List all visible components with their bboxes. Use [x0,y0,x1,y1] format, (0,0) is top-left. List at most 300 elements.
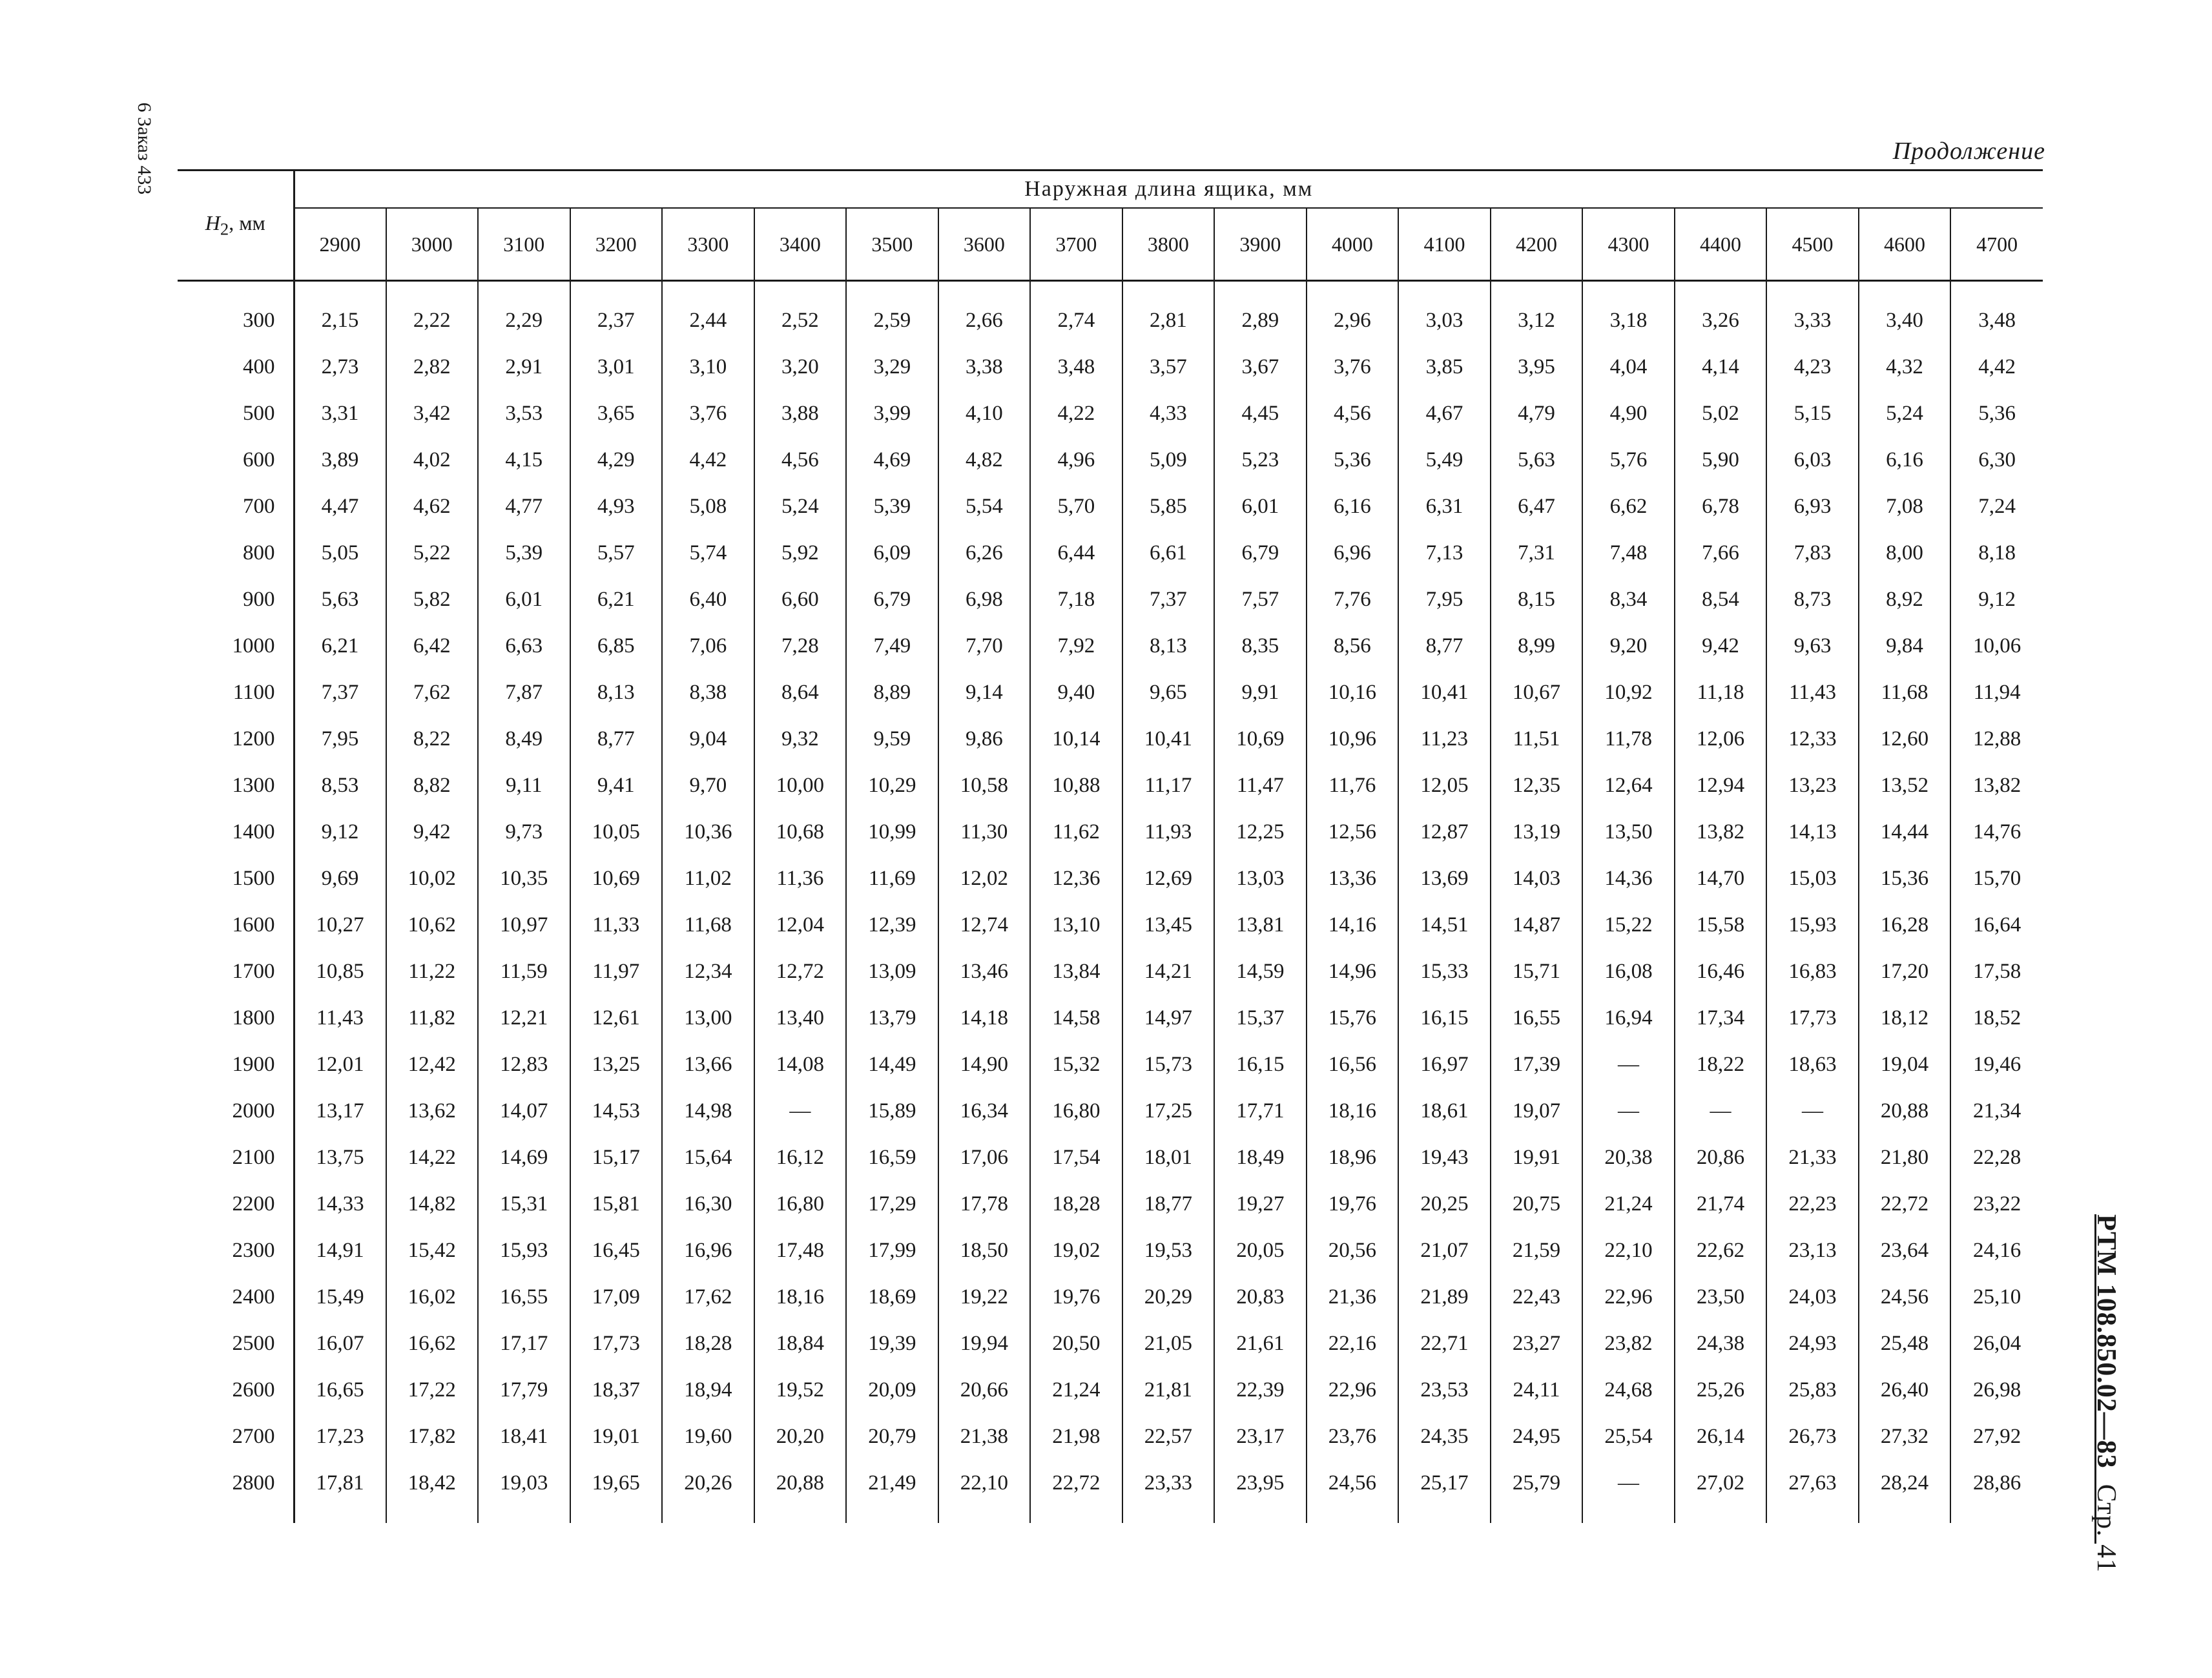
h2-value: 2200 [232,1192,275,1216]
table-cell: 21,81 [1122,1367,1215,1413]
table-cell: 13,66 [662,1041,754,1088]
table-cell: 13,45 [1122,902,1215,948]
table-cell: 18,22 [1675,1041,1767,1088]
table-cell: 14,22 [386,1134,479,1181]
table-cell: 6,16 [1859,437,1951,483]
table-cell: 17,06 [938,1134,1031,1181]
table-cell: 12,39 [846,902,938,948]
table-cell: 9,69 [294,855,386,902]
table-cell: 23,53 [1398,1367,1491,1413]
table-cell: 5,70 [1030,483,1122,530]
table-row [178,1088,2043,1134]
table-cell: 12,34 [662,948,754,995]
table-cell: 4,10 [938,390,1031,437]
h2-value: 2500 [232,1331,275,1355]
table-cell: 7,28 [754,623,847,669]
table-row [178,530,2043,576]
table-cell: 4,69 [846,437,938,483]
length-column-header-row [178,208,2043,281]
table-cell: 15,03 [1766,855,1859,902]
table-cell: — [1582,1041,1675,1088]
table-cell: 16,64 [1950,902,2043,948]
header-rule-cell [1766,281,1859,298]
table-cell: 17,25 [1122,1088,1215,1134]
table-cell: 6,63 [478,623,570,669]
table-cell: 6,31 [1398,483,1491,530]
table-cell: 3,42 [386,390,479,437]
table-cell: 5,90 [1675,437,1767,483]
table-cell: 19,07 [1491,1088,1583,1134]
table-cell: 8,56 [1307,623,1399,669]
table-cell: 11,68 [1859,669,1951,716]
table-cell: 20,20 [754,1413,847,1460]
table-cell: 2,91 [478,344,570,390]
table-cell: 6,79 [1214,530,1307,576]
table-cell: 22,72 [1859,1181,1951,1227]
table-cell: 5,85 [1122,483,1215,530]
table-cell: 23,22 [1950,1181,2043,1227]
length-column-header: 3900 [1214,208,1307,281]
table-cell: 12,05 [1398,762,1491,809]
table-cell: 3,89 [294,437,386,483]
table-cell: 3,99 [846,390,938,437]
table-cell: 6,85 [570,623,663,669]
table-row [178,1413,2043,1460]
header-rule-cell [846,281,938,298]
table-cell: 19,01 [570,1413,663,1460]
table-cell: 17,23 [294,1413,386,1460]
table-cell: — [754,1088,847,1134]
tail-cell [1030,1506,1122,1523]
table-cell: 9,86 [938,716,1031,762]
table-cell: 12,04 [754,902,847,948]
table-cell: 9,12 [1950,576,2043,623]
table-cell: 11,97 [570,948,663,995]
table-cell: 14,08 [754,1041,847,1088]
table-cell: 16,15 [1214,1041,1307,1088]
table-cell: 19,76 [1030,1274,1122,1320]
table-cell: 7,06 [662,623,754,669]
table-row [178,716,2043,762]
table-cell: 16,34 [938,1088,1031,1134]
header-rule-cell [1030,281,1122,298]
table-cell: 21,49 [846,1460,938,1506]
header-rule-cell [938,281,1031,298]
table-row [178,902,2043,948]
table-cell: 9,32 [754,716,847,762]
table-cell: 5,09 [1122,437,1215,483]
table-cell: 16,07 [294,1320,386,1367]
table-row [178,1181,2043,1227]
header-rule-cell [1398,281,1491,298]
table-cell: 19,94 [938,1320,1031,1367]
table-cell: 6,03 [1766,437,1859,483]
table-cell: 18,94 [662,1367,754,1413]
length-column-header: 4000 [1307,208,1399,281]
document-code: РТМ 108.850.02—83 [2091,1214,2121,1469]
header-rule-cell [294,281,386,298]
table-cell: 5,24 [1859,390,1951,437]
table-cell: 6,01 [478,576,570,623]
table-cell: 3,76 [662,390,754,437]
table-cell: 10,92 [1582,669,1675,716]
table-cell: 20,79 [846,1413,938,1460]
table-cell: 12,02 [938,855,1031,902]
table-cell: 7,95 [1398,576,1491,623]
table-cell: 10,68 [754,809,847,855]
table-cell: 15,49 [294,1274,386,1320]
table-cell: 14,82 [386,1181,479,1227]
table-cell: 28,86 [1950,1460,2043,1506]
table-cell: 3,26 [1675,297,1767,344]
length-column-header: 3000 [386,208,479,281]
table-cell: 21,80 [1859,1134,1951,1181]
table-cell: 15,37 [1214,995,1307,1041]
length-column-header: 3500 [846,208,938,281]
tail-cell [386,1506,479,1523]
table-cell: 24,95 [1491,1413,1583,1460]
table-cell: 20,56 [1307,1227,1399,1274]
table-cell: 12,69 [1122,855,1215,902]
table-cell: 25,79 [1491,1460,1583,1506]
table-cell: 12,61 [570,995,663,1041]
table-cell: 3,57 [1122,344,1215,390]
table-cell: 19,22 [938,1274,1031,1320]
table-cell: 15,73 [1122,1041,1215,1088]
table-cell: 14,07 [478,1088,570,1134]
table-cell: 12,25 [1214,809,1307,855]
tail-cell [1950,1506,2043,1523]
table-cell: 23,64 [1859,1227,1951,1274]
table-cell: 12,21 [478,995,570,1041]
table-cell: 5,05 [294,530,386,576]
table-cell: 6,26 [938,530,1031,576]
table-cell: 8,35 [1214,623,1307,669]
table-cell: 2,89 [1214,297,1307,344]
table-cell: 15,32 [1030,1041,1122,1088]
table-cell: 14,51 [1398,902,1491,948]
table-cell: 9,70 [662,762,754,809]
h2-value: 1000 [232,634,275,658]
table-cell: 15,81 [570,1181,663,1227]
tail-cell [1675,1506,1767,1523]
table-cell: 11,30 [938,809,1031,855]
table-cell: 7,70 [938,623,1031,669]
table-cell: 15,36 [1859,855,1951,902]
header-rule-cell [570,281,663,298]
h2-value: 2000 [232,1099,275,1123]
table-cell: 5,76 [1582,437,1675,483]
table-cell: 21,98 [1030,1413,1122,1460]
table-cell: 9,42 [1675,623,1767,669]
h2-value: 2400 [232,1285,275,1309]
table-cell: 5,36 [1307,437,1399,483]
table-cell: 17,81 [294,1460,386,1506]
table-cell: 13,50 [1582,809,1675,855]
table-cell: 24,35 [1398,1413,1491,1460]
length-column-header: 4400 [1675,208,1767,281]
table-cell: 12,72 [754,948,847,995]
table-cell: 12,33 [1766,716,1859,762]
table-cell: 14,76 [1950,809,2043,855]
table-cell: 21,89 [1398,1274,1491,1320]
table-cell: 4,22 [1030,390,1122,437]
table-row [178,437,2043,483]
table-cell: 5,74 [662,530,754,576]
table-cell: 14,33 [294,1181,386,1227]
table-cell: 23,27 [1491,1320,1583,1367]
table-cell: 4,02 [386,437,479,483]
table-cell: 2,29 [478,297,570,344]
tail-cell [178,1506,294,1523]
length-column-header: 3200 [570,208,663,281]
table-cell: 8,54 [1675,576,1767,623]
table-cell: 19,52 [754,1367,847,1413]
table-cell: 15,31 [478,1181,570,1227]
table-cell: 6,60 [754,576,847,623]
table-cell: 12,36 [1030,855,1122,902]
table-cell: 5,15 [1766,390,1859,437]
table-cell: — [1766,1088,1859,1134]
table-cell: 19,39 [846,1320,938,1367]
table-cell: 10,88 [1030,762,1122,809]
table-cell: 5,23 [1214,437,1307,483]
table-cell: 6,62 [1582,483,1675,530]
table-cell: 4,93 [570,483,663,530]
table-cell: 5,02 [1675,390,1767,437]
table-cell: 15,70 [1950,855,2043,902]
length-column-header: 4600 [1859,208,1951,281]
table-cell: 18,96 [1307,1134,1399,1181]
table-cell: 7,49 [846,623,938,669]
table-cell: 8,99 [1491,623,1583,669]
table-cell: 17,73 [1766,995,1859,1041]
table-cell: 11,51 [1491,716,1583,762]
table-cell: 18,69 [846,1274,938,1320]
table-cell: 22,43 [1491,1274,1583,1320]
table-cell: 8,22 [386,716,479,762]
table-cell: 16,80 [1030,1088,1122,1134]
table-cell: 15,71 [1491,948,1583,995]
table-cell: 26,73 [1766,1413,1859,1460]
table-cell: 17,09 [570,1274,663,1320]
table-cell: 7,18 [1030,576,1122,623]
table-cell: 3,88 [754,390,847,437]
h2-column-header: $H_2$, мм [178,171,294,281]
table-cell: 14,69 [478,1134,570,1181]
table-cell: 15,76 [1307,995,1399,1041]
table-cell: 24,03 [1766,1274,1859,1320]
h2-value: 2600 [232,1378,275,1402]
table-cell: 6,40 [662,576,754,623]
table-cell: 7,37 [1122,576,1215,623]
left-margin-note: 6 Заказ 433 [134,102,155,195]
h2-value: 1600 [232,913,275,937]
table-cell: 18,16 [1307,1088,1399,1134]
table-cell: 21,36 [1307,1274,1399,1320]
table-cell: 6,61 [1122,530,1215,576]
table-cell: 14,18 [938,995,1031,1041]
table-cell: 7,57 [1214,576,1307,623]
table-cell: 11,17 [1122,762,1215,809]
table-cell: 7,48 [1582,530,1675,576]
table-cell: 8,64 [754,669,847,716]
table-cell: 23,13 [1766,1227,1859,1274]
table-cell: 3,85 [1398,344,1491,390]
table-cell: 19,46 [1950,1041,2043,1088]
table-cell: 5,82 [386,576,479,623]
table-cell: 10,06 [1950,623,2043,669]
table-cell: 19,65 [570,1460,663,1506]
table-cell: 17,78 [938,1181,1031,1227]
table-cell: 17,82 [386,1413,479,1460]
table-cell: 6,47 [1491,483,1583,530]
tail-cell [1122,1506,1215,1523]
table-cell: 12,42 [386,1041,479,1088]
table-cell: 4,32 [1859,344,1951,390]
table-cell: 11,22 [386,948,479,995]
table-row [178,297,2043,344]
table-cell: 24,56 [1307,1460,1399,1506]
tail-cell [1491,1506,1583,1523]
table-cell: 15,22 [1582,902,1675,948]
table-cell: 14,91 [294,1227,386,1274]
table-cell: 4,42 [1950,344,2043,390]
table-cell: 2,22 [386,297,479,344]
tail-cell [938,1506,1031,1523]
table-cell: 19,02 [1030,1227,1122,1274]
table-cell: 20,75 [1491,1181,1583,1227]
length-column-header: 2900 [294,208,386,281]
table-cell: 10,69 [570,855,663,902]
tail-cell [754,1506,847,1523]
table-cell: 11,82 [386,995,479,1041]
table-cell: 18,28 [662,1320,754,1367]
table-cell: 5,49 [1398,437,1491,483]
table-cell: 8,49 [478,716,570,762]
tail-cell [294,1506,386,1523]
table-cell: 11,36 [754,855,847,902]
table-cell: 3,53 [478,390,570,437]
table-cell: 17,71 [1214,1088,1307,1134]
table-cell: 24,56 [1859,1274,1951,1320]
h2-value: 2300 [232,1238,275,1262]
table-cell: 22,10 [1582,1227,1675,1274]
table-cell: 17,58 [1950,948,2043,995]
table-cell: 18,28 [1030,1181,1122,1227]
table-cell: 23,95 [1214,1460,1307,1506]
table-cell: 7,31 [1491,530,1583,576]
table-cell: 11,33 [570,902,663,948]
table-cell: 19,04 [1859,1041,1951,1088]
table-cell: 8,38 [662,669,754,716]
table-cell: 10,67 [1491,669,1583,716]
table-cell: 4,79 [1491,390,1583,437]
header-bottom-rule [178,281,2043,298]
table-cell: 25,83 [1766,1367,1859,1413]
table-cell: 16,55 [478,1274,570,1320]
table-cell: 18,52 [1950,995,2043,1041]
table-cell: 8,13 [570,669,663,716]
header-rule-cell [1950,281,2043,298]
h2-value: 500 [243,401,275,425]
header-rule-cell [754,281,847,298]
table-cell: 26,14 [1675,1413,1767,1460]
table-cell: 6,42 [386,623,479,669]
table-cell: 12,88 [1950,716,2043,762]
table-cell: 9,12 [294,809,386,855]
table-cell: 15,58 [1675,902,1767,948]
h2-value: 2800 [232,1471,275,1495]
table-cell: 5,57 [570,530,663,576]
table-cell: 8,92 [1859,576,1951,623]
table-cell: 3,18 [1582,297,1675,344]
table-cell: 21,34 [1950,1088,2043,1134]
table-cell: 27,63 [1766,1460,1859,1506]
table-cell: 4,14 [1675,344,1767,390]
table-cell: 22,72 [1030,1460,1122,1506]
tail-cell [1307,1506,1399,1523]
table-row [178,1320,2043,1367]
table-cell: 13,25 [570,1041,663,1088]
table-cell: 13,46 [938,948,1031,995]
table-cell: 13,00 [662,995,754,1041]
table-cell: 22,96 [1582,1274,1675,1320]
table-cell: 3,01 [570,344,663,390]
table-cell: 9,59 [846,716,938,762]
page-number: Стр. 41 [2091,1484,2121,1573]
table-cell: — [1675,1088,1767,1134]
table-cell: 21,74 [1675,1181,1767,1227]
table-cell: 3,29 [846,344,938,390]
table-cell: 4,15 [478,437,570,483]
table-cell: 6,98 [938,576,1031,623]
table-cell: 14,21 [1122,948,1215,995]
table-cell: 21,05 [1122,1320,1215,1367]
table-cell: 11,78 [1582,716,1675,762]
table-cell: 11,59 [478,948,570,995]
table-cell: 3,95 [1491,344,1583,390]
table-cell: 18,12 [1859,995,1951,1041]
table-cell: 16,80 [754,1181,847,1227]
table-cell: 12,56 [1307,809,1399,855]
table-cell: 9,14 [938,669,1031,716]
table-cell: 10,35 [478,855,570,902]
tail-cell [846,1506,938,1523]
h2-value: 400 [243,355,275,378]
table-cell: 24,93 [1766,1320,1859,1367]
table-cell: 8,73 [1766,576,1859,623]
table-cell: 5,54 [938,483,1031,530]
table-cell: 7,24 [1950,483,2043,530]
table-cell: 11,43 [294,995,386,1041]
table-cell: 23,50 [1675,1274,1767,1320]
h2-value: 1700 [232,959,275,983]
table-cell: 18,37 [570,1367,663,1413]
table-cell: 3,10 [662,344,754,390]
table-cell: 14,36 [1582,855,1675,902]
table-cell: 11,23 [1398,716,1491,762]
table-cell: 13,09 [846,948,938,995]
table-cell: 5,63 [1491,437,1583,483]
tail-cell [478,1506,570,1523]
table-cell: 5,24 [754,483,847,530]
table-cell: 14,87 [1491,902,1583,948]
table-cell: 6,79 [846,576,938,623]
table-cell: 6,93 [1766,483,1859,530]
table-cell: 20,29 [1122,1274,1215,1320]
table-cell: 13,17 [294,1088,386,1134]
